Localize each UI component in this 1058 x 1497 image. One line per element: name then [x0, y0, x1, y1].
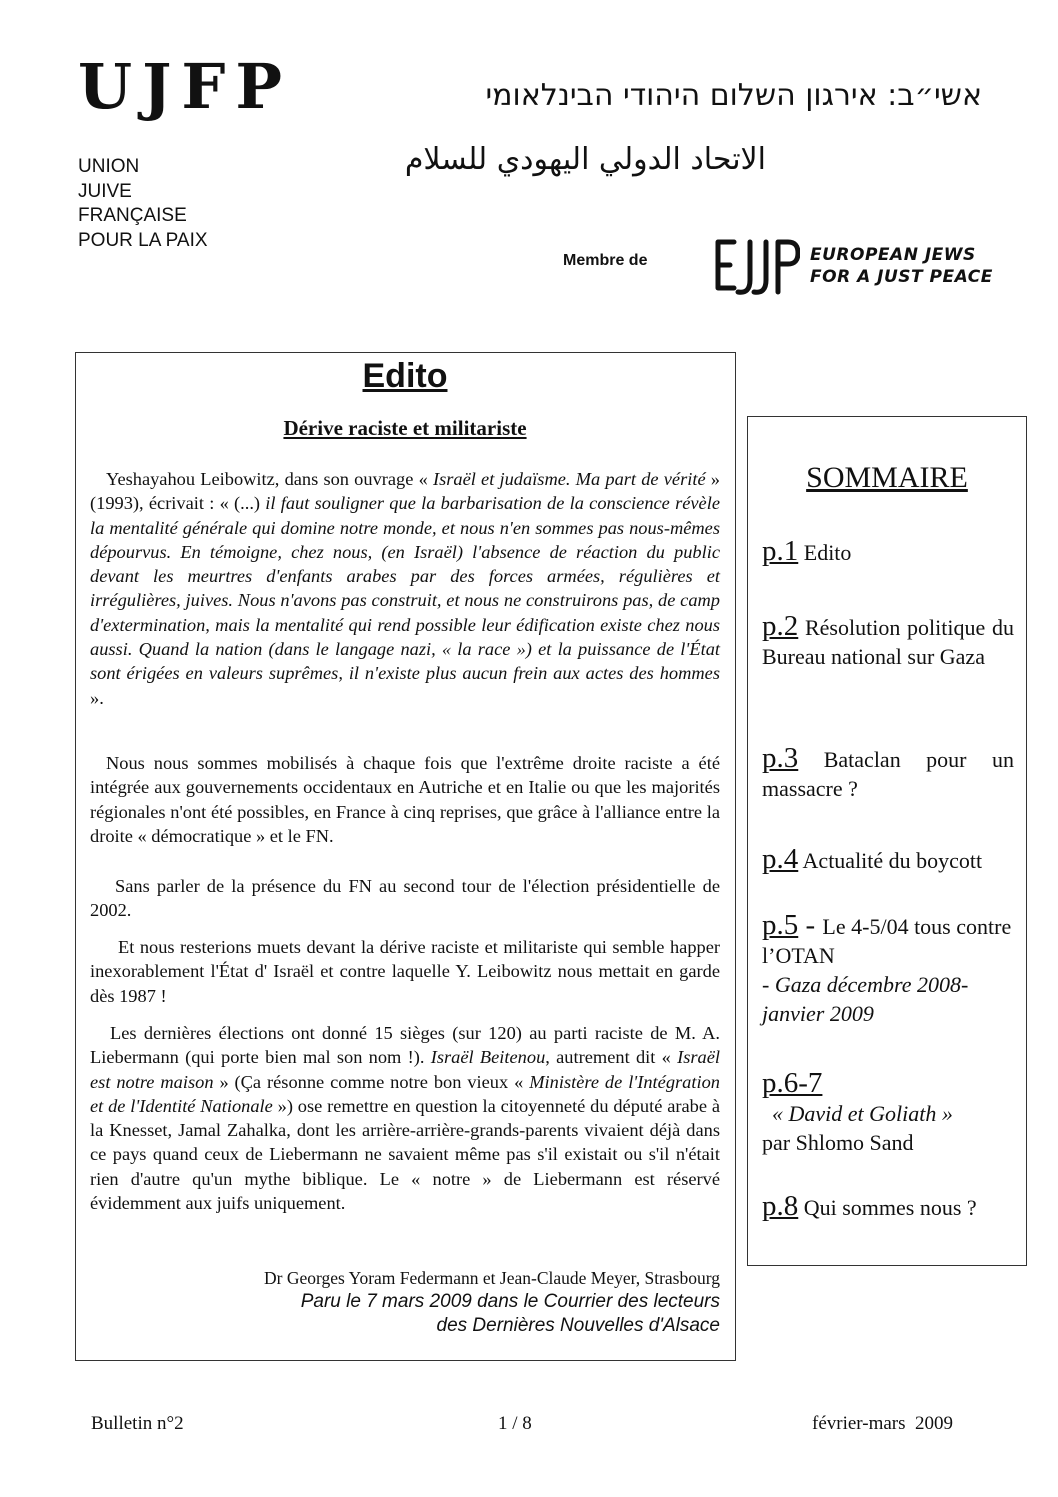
page-number: p.6-7 — [762, 1067, 823, 1099]
page-number: p.4 — [762, 843, 799, 875]
sommaire-title: SOMMAIRE — [806, 461, 968, 494]
sommaire-item-label: Edito — [798, 540, 852, 565]
sommaire-item — [762, 744, 1014, 803]
text-run: » (Ça résonne comme notre bon vieux « — [213, 1071, 530, 1092]
membre-label: Membre de — [563, 252, 648, 269]
edito-title: Edito — [362, 357, 448, 395]
ejjp-line: FOR A JUST PEACE — [810, 267, 993, 287]
text-run: Les dernières élections ont donné 15 sièges (sur 120) au parti raciste de M. A. Liebermann (qui porte bien mal son nom !). — [90, 1023, 720, 1068]
org-subtitle-line: FRANÇAISE — [78, 205, 187, 226]
source-line: Paru le 7 mars 2009 dans le Courrier des lecteurs — [300, 1291, 720, 1312]
edito-paragraph: Sans parler de la présence du FN au second tour de l'élection présidentielle de 2002. — [90, 876, 720, 921]
edito-signature — [90, 1266, 720, 1338]
sommaire-item-label: Bataclan pour un massacre ? — [762, 747, 1014, 801]
sommaire-item-label: - Gaza décembre 2008-janvier 2009 — [762, 972, 969, 1026]
ejjp-wordmark — [810, 244, 993, 288]
quotation: il faut souligner que la barbarisation de la conscience révèle la mentalité générale qui domine notre monde, et nous n'en sommes pas nous-mêmes dépourvus. En témoigne, chez nous, (en Israël) l'absence de réaction du public devant les meurtres d'enfants arabes par des forces armées, régulières et irrégulières, juives. Nous n'avons pas construit, et nous ne construirons pas, de camp d'extermination, mais la mentalité qui rend possible leur édification existe chez nous aussi. Quand la nation (dans le langage nazi, « la race ») et la puissance de l'État sont érigées en valeurs suprêmes, il n'existe plus aucun frein aux actes des hommes — [90, 493, 720, 684]
sommaire-item-label: Le 4-5/04 tous contre l’OTAN — [762, 914, 1012, 968]
source-line: des Dernières Nouvelles d'Alsace — [436, 1315, 720, 1336]
org-subtitle — [78, 155, 208, 253]
org-title: UJFP — [78, 50, 293, 123]
sommaire-item-label: Actualité du boycott — [798, 848, 983, 873]
org-subtitle-line: UNION — [78, 156, 140, 177]
sommaire-item-label: Qui sommes nous ? — [798, 1195, 977, 1220]
edito-paragraph — [90, 467, 720, 710]
page-number: p.2 — [762, 610, 799, 642]
ejjp-logo-icon — [712, 236, 800, 298]
text-run: ». — [90, 687, 104, 708]
party-translation: Israël est notre maison — [90, 1047, 720, 1092]
quote-title — [762, 1099, 953, 1128]
page-number: p.5 — [762, 909, 799, 941]
page-number: p.3 — [762, 742, 799, 774]
edito-paragraph: Nous nous sommes mobilisés à chaque fois que l'extrême droite raciste a été intégrée aux gouvernements occidentaux en Autriche et en Italie ou que les majorités régionales n'ont été possibles, en France à cinq reprises, que grâce à l'alliance entre la droite « démocratique » et le FN. — [90, 753, 720, 846]
quote-text: « David et Goliath » — [772, 1101, 953, 1126]
quote-author: par Shlomo Sand — [762, 1130, 914, 1155]
sommaire-item-label: Résolution politique du Bureau national sur Gaza — [762, 615, 1014, 669]
sommaire-item — [762, 537, 1014, 567]
footer-page-number: 1 / 8 — [498, 1413, 532, 1434]
ejjp-line: EUROPEAN JEWS — [810, 245, 976, 265]
text-run: ») ose remettre en question la citoyenneté du député arabe à la Knesset, Jamal Zahalka, dont les arrière-arrière-grands-parents vivaient déjà dans ce pays quand ceux de Liebermann ne savaient même pas s'il existait ou s'il n'était rien d'autre qu'un mythe biblique. Le « notre » de Liebermann est réservé évidemment aux juifs uniquement. — [90, 1095, 720, 1214]
edito-paragraph: Et nous resterions muets devant la dérive raciste et militariste qui semble happer inexorablement l'État d' Israël et contre laquelle Y. Leibowitz nous mettait en garde dès 1987 ! — [90, 937, 720, 1006]
sommaire-item — [762, 1069, 1014, 1157]
book-title: Israël et judaïsme. Ma part de vérité — [432, 469, 706, 489]
footer-date: février-mars 2009 — [812, 1413, 954, 1434]
sommaire-item — [762, 612, 1014, 671]
org-subtitle-line: JUIVE — [78, 180, 132, 202]
text-run: » (1993), écrivait : « (...) — [90, 469, 720, 514]
org-subtitle-line: POUR LA PAIX — [78, 229, 208, 251]
dash: - — [798, 909, 823, 941]
footer-bulletin: Bulletin n°2 — [91, 1413, 184, 1434]
edito-subtitle: Dérive raciste et militariste — [283, 416, 527, 440]
party-name: Israël Beitenou — [430, 1047, 546, 1068]
text-run: Yeshayahou Leibowitz, dans son ouvrage « — [106, 469, 433, 489]
text-run: , autrement dit « — [545, 1047, 678, 1068]
ministry-name: Ministère de l'Intégration et de l'Identité Nationale — [90, 1071, 720, 1116]
page-number: p.8 — [762, 1190, 799, 1222]
authors: Dr Georges Yoram Federmann et Jean-Claude Meyer, Strasbourg — [264, 1268, 720, 1288]
sommaire-item — [762, 845, 1014, 875]
edito-paragraph — [90, 1021, 720, 1215]
page-number: p.1 — [762, 535, 799, 567]
sommaire-item — [762, 1192, 1014, 1222]
sommaire-item — [762, 911, 1014, 1028]
hebrew-org-name: אשי״ב: אירגון השלום היהודי הבינלאומי — [485, 78, 982, 113]
arabic-org-name: الاتحاد الدولي اليهودي للسلام — [404, 142, 766, 177]
